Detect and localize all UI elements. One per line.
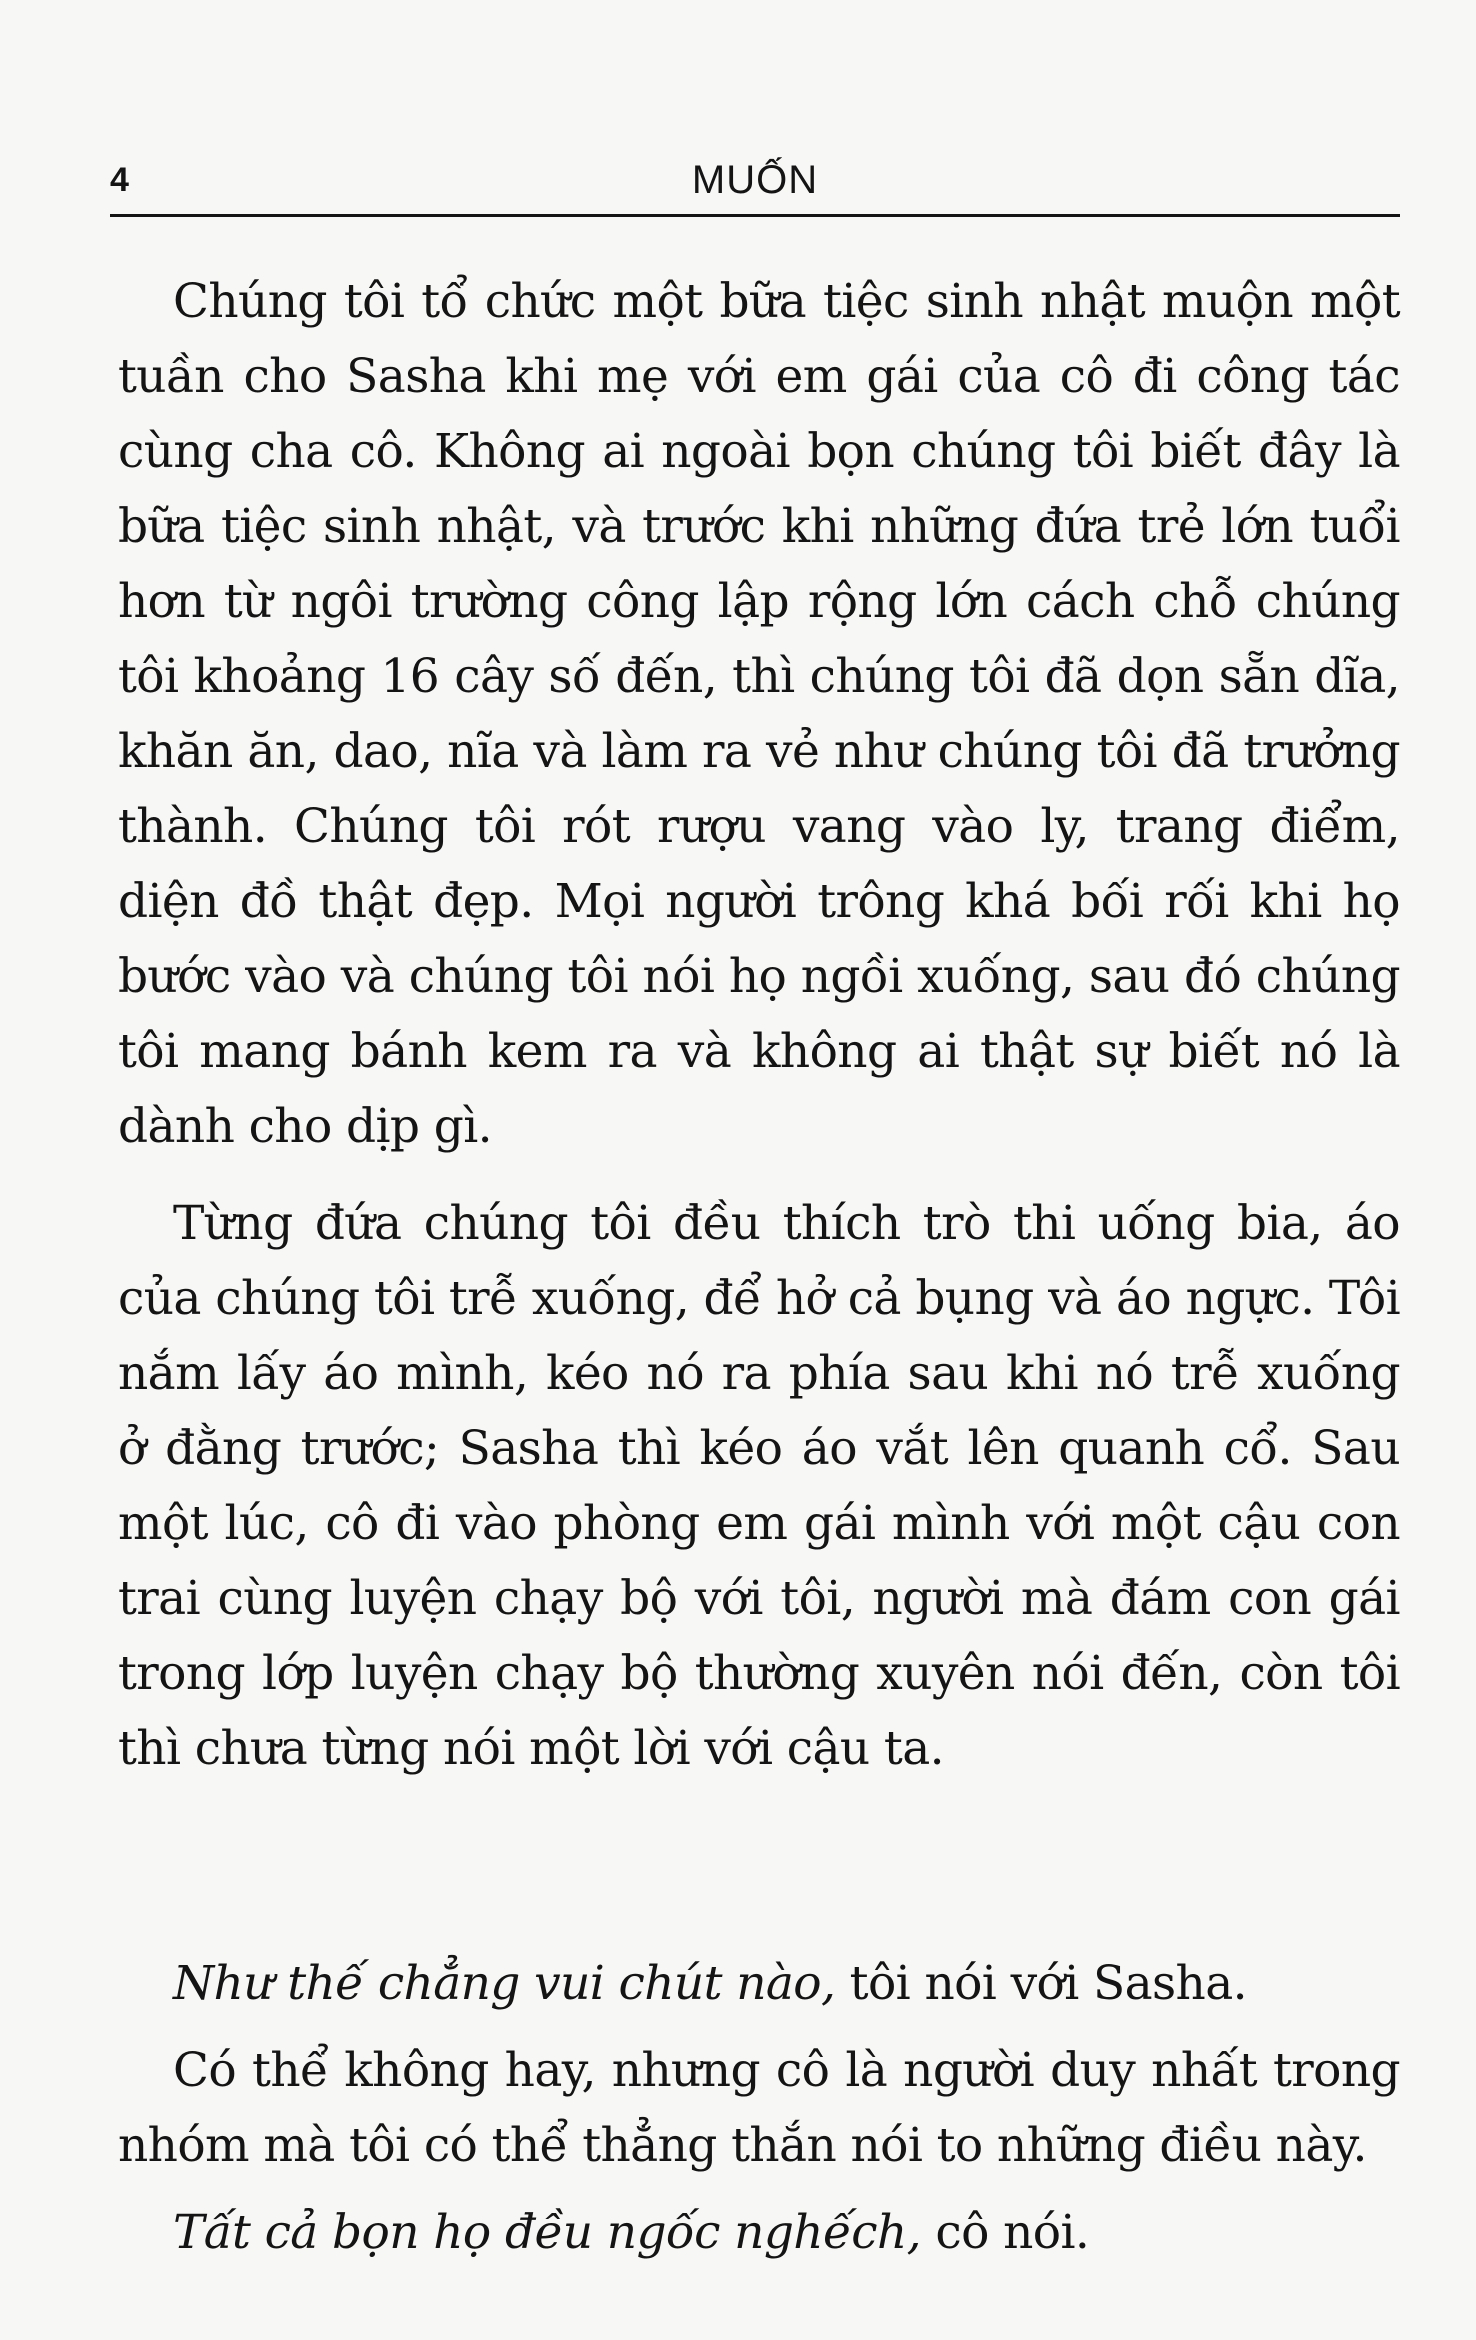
paragraph-5-italic: Tất cả bọn họ đều ngốc nghếch, [173, 2205, 922, 2260]
paragraph-1: Chúng tôi tổ chức một bữa tiệc sinh nhật muộn một tuần cho Sasha khi mẹ với em gái của cô đi công tác cùng cha cô. Không ai ngoài bọn chúng tôi biết đây là bữa tiệc sinh nhật, và trước khi những đứa trẻ lớn tuổi hơn từ ngôi trường công lập rộng lớn cách chỗ chúng tôi khoảng 16 cây số đến, thì chúng tôi đã dọn sẵn dĩa, khăn ăn, dao, nĩa và làm ra vẻ như chúng tôi đã trưởng thành. Chúng tôi rót rượu vang vào ly, trang điểm, diện đồ thật đẹp. Mọi người trông khá bối rối khi họ bước vào và chúng tôi nói họ ngồi xuống, sau đó chúng tôi mang bánh kem ra và không ai thật sự biết nó là dành cho dịp gì. [118, 274, 1400, 1154]
paragraph-3-rest: tôi nói với Sasha. [835, 1956, 1247, 2011]
page-number: 4 [110, 161, 129, 199]
running-title: MUỐN [691, 158, 819, 202]
paragraph-3-italic: Như thế chẳng vui chút nào, [173, 1956, 836, 2011]
paragraph-4: Có thể không hay, nhưng cô là người duy nhất trong nhóm mà tôi có thể thẳng thắn nói to những điều này. [118, 2043, 1400, 2173]
body-text [118, 264, 1400, 2270]
paragraph-5-rest: cô nói. [921, 2205, 1090, 2260]
paragraph-5 [118, 2195, 1400, 2270]
paragraph-3 [118, 1946, 1400, 2021]
paragraph-2: Từng đứa chúng tôi đều thích trò thi uống bia, áo của chúng tôi trễ xuống, để hở cả bụng và áo ngực. Tôi nắm lấy áo mình, kéo nó ra phía sau khi nó trễ xuống ở đằng trước; Sasha thì kéo áo vắt lên quanh cổ. Sau một lúc, cô đi vào phòng em gái mình với một cậu con trai cùng luyện chạy bộ với tôi, người mà đám con gái trong lớp luyện chạy bộ thường xuyên nói đến, còn tôi thì chưa từng nói một lời với cậu ta. [118, 1196, 1400, 1776]
header-rule [110, 214, 1400, 217]
page-header [110, 160, 1400, 220]
